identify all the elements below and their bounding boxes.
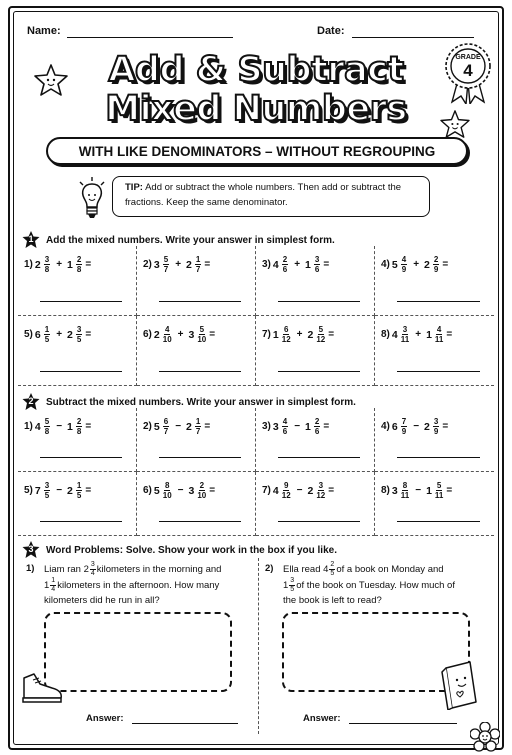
equals-sign: = xyxy=(442,259,449,270)
fraction xyxy=(314,417,320,436)
problem-expression xyxy=(381,325,452,344)
problem-cell xyxy=(137,408,256,472)
fraction xyxy=(44,417,50,436)
fraction xyxy=(163,481,172,500)
fraction-denominator: 9 xyxy=(433,427,439,436)
fraction-numerator: 6 xyxy=(283,325,289,334)
fraction xyxy=(76,325,82,344)
fraction xyxy=(433,255,439,274)
problem-expression xyxy=(262,417,329,436)
fraction xyxy=(163,417,169,436)
fraction-numerator: 3 xyxy=(44,481,50,490)
word-problem-text: kilometers in the morning and xyxy=(96,563,222,575)
fraction xyxy=(50,577,56,594)
equals-sign: = xyxy=(209,485,216,496)
fraction xyxy=(90,561,96,578)
problem-number: 1) xyxy=(24,259,33,270)
whole-number: 3 xyxy=(272,420,279,433)
equals-sign: = xyxy=(323,259,330,270)
fraction-denominator: 5 xyxy=(290,586,295,593)
fraction-denominator: 8 xyxy=(76,427,82,436)
problem-cell xyxy=(375,472,494,536)
fraction xyxy=(195,417,201,436)
fraction-denominator: 6 xyxy=(282,427,288,436)
answer-line[interactable] xyxy=(397,521,480,522)
subtraction-problems-grid xyxy=(18,408,494,536)
problem-cell xyxy=(375,408,494,472)
problem-number: 4) xyxy=(381,259,390,270)
fraction-denominator: 8 xyxy=(76,265,82,274)
tip-text: Add or subtract the whole numbers. Then add or subtract the fractions. Keep the same denominator. xyxy=(125,182,402,208)
whole-number: 1 xyxy=(272,328,279,341)
fraction-denominator: 5 xyxy=(76,335,82,344)
fraction xyxy=(282,417,288,436)
fraction-numerator: 3 xyxy=(44,255,50,264)
fraction xyxy=(44,481,50,500)
operator: + xyxy=(175,259,182,270)
equals-sign: = xyxy=(85,329,92,340)
problem-expression xyxy=(143,417,210,436)
problem-expression xyxy=(24,417,91,436)
operator: − xyxy=(175,421,182,432)
fraction-numerator: 6 xyxy=(163,417,169,426)
fraction-numerator: 2 xyxy=(330,561,335,568)
problem-number: 6) xyxy=(143,329,152,340)
grade-number: 4 xyxy=(463,61,473,80)
fraction xyxy=(282,255,288,274)
whole-number: 1 xyxy=(305,258,311,271)
problem-number: 2) xyxy=(143,421,152,432)
problem-expression xyxy=(24,325,91,344)
answer-line[interactable] xyxy=(278,301,360,302)
fraction-numerator: 5 xyxy=(436,481,442,490)
equals-sign: = xyxy=(85,485,92,496)
fraction-denominator: 5 xyxy=(76,491,82,500)
fraction-denominator: 5 xyxy=(44,335,50,344)
fraction-denominator: 11 xyxy=(434,491,444,500)
whole-number: 1 xyxy=(426,328,432,341)
problem-cell xyxy=(18,246,137,316)
problem-cell xyxy=(375,246,494,316)
problem-cell xyxy=(375,316,494,386)
fraction xyxy=(401,481,409,500)
whole-number: 4 xyxy=(391,328,398,341)
fraction-denominator: 6 xyxy=(314,265,320,274)
fraction-denominator: 8 xyxy=(44,265,50,274)
operator: − xyxy=(294,421,301,432)
fraction-numerator: 1 xyxy=(51,577,56,584)
fraction-numerator: 5 xyxy=(318,325,324,334)
answer-line[interactable] xyxy=(40,521,122,522)
problem-expression xyxy=(262,325,334,344)
equals-sign: = xyxy=(85,259,92,270)
whole-number: 2 xyxy=(307,328,314,341)
fraction xyxy=(76,481,82,500)
operator: − xyxy=(56,485,63,496)
problem-expression xyxy=(24,481,91,500)
word-problem-text: Liam ran 2 xyxy=(44,563,89,575)
fraction xyxy=(435,481,443,500)
section-3-number: 3 xyxy=(28,544,34,554)
whole-number: 2 xyxy=(186,420,192,433)
fraction-numerator: 8 xyxy=(402,481,408,490)
problem-cell xyxy=(137,246,256,316)
problem-number: 6) xyxy=(143,485,152,496)
answer-line[interactable] xyxy=(278,371,360,372)
problem-number: 5) xyxy=(24,329,33,340)
whole-number: 4 xyxy=(272,484,279,497)
problem-cell xyxy=(256,408,375,472)
fraction xyxy=(76,255,82,274)
fraction xyxy=(329,561,335,578)
word-problem-text: Ella read 4 xyxy=(283,563,329,575)
fraction xyxy=(163,325,172,344)
fraction-numerator: 2 xyxy=(76,255,82,264)
happy-book-icon xyxy=(440,660,482,710)
fraction-numerator: 7 xyxy=(401,417,407,426)
problem-expression xyxy=(24,255,91,274)
equals-sign: = xyxy=(323,421,330,432)
problem-number: 5) xyxy=(24,485,33,496)
problem-expression xyxy=(381,255,448,274)
fraction xyxy=(76,417,82,436)
word-problem-text: kilometers did he run in all? xyxy=(44,595,160,606)
answer-line[interactable] xyxy=(40,301,122,302)
answer-line-2[interactable] xyxy=(349,723,457,724)
fraction xyxy=(433,417,439,436)
fraction xyxy=(197,325,206,344)
whole-number: 6 xyxy=(34,328,41,341)
fraction-denominator: 6 xyxy=(282,265,288,274)
problem-cell xyxy=(256,246,375,316)
fraction-numerator: 2 xyxy=(199,481,205,490)
fraction-numerator: 4 xyxy=(164,325,170,334)
date-line[interactable] xyxy=(352,37,474,38)
section-2-title: Subtract the mixed numbers. Write your answer in simplest form. xyxy=(46,396,356,408)
title-line-1: Add & Subtract xyxy=(108,50,404,90)
fraction-numerator: 8 xyxy=(164,481,170,490)
fraction-denominator: 12 xyxy=(281,335,291,344)
fraction-denominator: 12 xyxy=(281,491,291,500)
fraction-denominator: 9 xyxy=(401,265,407,274)
problem-expression xyxy=(143,481,215,500)
word-problem-line xyxy=(44,593,160,609)
answer-line-1[interactable] xyxy=(132,723,238,724)
answer-line[interactable] xyxy=(278,521,360,522)
answer-line[interactable] xyxy=(40,457,122,458)
problem-cell xyxy=(256,472,375,536)
running-shoe-icon xyxy=(20,670,64,704)
fraction xyxy=(435,325,443,344)
whole-number: 2 xyxy=(34,258,41,271)
problem-expression xyxy=(143,325,215,344)
title-line-2: Mixed Numbers xyxy=(105,89,407,129)
operator: + xyxy=(294,259,301,270)
fraction xyxy=(401,325,409,344)
fraction-denominator: 5 xyxy=(330,570,335,577)
answer-line[interactable] xyxy=(397,457,480,458)
whole-number: 3 xyxy=(153,258,160,271)
equals-sign: = xyxy=(328,329,335,340)
fraction-numerator: 5 xyxy=(44,417,50,426)
answer-line[interactable] xyxy=(397,301,480,302)
operator: + xyxy=(296,329,303,340)
fraction-numerator: 2 xyxy=(433,255,439,264)
problem-expression xyxy=(262,255,329,274)
fraction-denominator: 4 xyxy=(90,570,95,577)
fraction-numerator: 5 xyxy=(199,325,205,334)
tip-label: TIP: xyxy=(125,182,143,193)
operator: − xyxy=(177,485,184,496)
fraction-denominator: 4 xyxy=(51,586,56,593)
whole-number: 3 xyxy=(188,328,195,341)
equals-sign: = xyxy=(446,485,453,496)
fraction-numerator: 3 xyxy=(290,577,295,584)
word-problem-line xyxy=(44,577,219,594)
fraction-numerator: 4 xyxy=(401,255,407,264)
whole-number: 1 xyxy=(67,420,73,433)
problem-cell xyxy=(256,316,375,386)
fraction xyxy=(44,255,50,274)
fraction xyxy=(197,481,206,500)
problem-cell xyxy=(137,316,256,386)
operator: − xyxy=(413,421,420,432)
date-label: Date: xyxy=(317,25,345,37)
fraction-numerator: 3 xyxy=(402,325,408,334)
problem-cell xyxy=(18,316,137,386)
fraction-numerator: 3 xyxy=(318,481,324,490)
word-problems-divider xyxy=(258,558,259,734)
whole-number: 5 xyxy=(391,258,398,271)
equals-sign: = xyxy=(85,421,92,432)
fraction-numerator: 2 xyxy=(282,255,288,264)
problem-number: 1) xyxy=(24,421,33,432)
fraction-numerator: 3 xyxy=(90,561,95,568)
fraction xyxy=(316,325,325,344)
fraction-denominator: 7 xyxy=(163,265,169,274)
word-problem-number: 2) xyxy=(265,563,274,574)
whole-number: 1 xyxy=(426,484,432,497)
fraction-denominator: 9 xyxy=(433,265,439,274)
problem-cell xyxy=(137,472,256,536)
name-line[interactable] xyxy=(67,37,233,38)
whole-number: 2 xyxy=(424,258,430,271)
whole-number: 6 xyxy=(391,420,398,433)
fraction-numerator: 2 xyxy=(314,417,320,426)
fraction-denominator: 11 xyxy=(434,335,444,344)
problem-number: 3) xyxy=(262,259,271,270)
fraction-numerator: 3 xyxy=(433,417,439,426)
answer-line[interactable] xyxy=(397,371,480,372)
problem-number: 8) xyxy=(381,329,390,340)
fraction-denominator: 10 xyxy=(197,491,207,500)
equals-sign: = xyxy=(328,485,335,496)
fraction-denominator: 10 xyxy=(162,335,172,344)
whole-number: 2 xyxy=(67,484,73,497)
fraction-denominator: 7 xyxy=(195,265,201,274)
fraction xyxy=(163,255,169,274)
whole-number: 1 xyxy=(305,420,311,433)
fraction-numerator: 4 xyxy=(282,417,288,426)
whole-number: 4 xyxy=(272,258,279,271)
fraction xyxy=(195,255,201,274)
problem-number: 8) xyxy=(381,485,390,496)
fraction-denominator: 7 xyxy=(195,427,201,436)
lightbulb-icon xyxy=(76,176,108,222)
word-problem-text: 1 xyxy=(283,579,289,591)
operator: + xyxy=(56,329,63,340)
fraction-numerator: 1 xyxy=(76,481,82,490)
answer-line[interactable] xyxy=(159,371,241,372)
fraction-denominator: 11 xyxy=(400,491,410,500)
word-problem-line xyxy=(283,577,455,594)
grade-badge xyxy=(444,42,492,104)
answer-line[interactable] xyxy=(159,301,241,302)
fraction-numerator: 9 xyxy=(283,481,289,490)
whole-number: 5 xyxy=(153,420,160,433)
fraction-numerator: 4 xyxy=(436,325,442,334)
problem-number: 2) xyxy=(143,259,152,270)
fraction-denominator: 9 xyxy=(401,427,407,436)
whole-number: 2 xyxy=(67,328,73,341)
fraction-denominator: 10 xyxy=(197,335,207,344)
word-problem-text: of the book on Tuesday. How much of xyxy=(296,579,455,591)
problem-number: 4) xyxy=(381,421,390,432)
whole-number: 3 xyxy=(188,484,195,497)
whole-number: 1 xyxy=(67,258,73,271)
operator: − xyxy=(415,485,422,496)
fraction-denominator: 12 xyxy=(316,335,326,344)
fraction-denominator: 11 xyxy=(400,335,410,344)
whole-number: 5 xyxy=(153,484,160,497)
fraction-numerator: 2 xyxy=(76,417,82,426)
operator: − xyxy=(296,485,303,496)
fraction xyxy=(289,577,295,594)
fraction xyxy=(316,481,325,500)
whole-number: 7 xyxy=(34,484,41,497)
fraction xyxy=(401,255,407,274)
fraction-denominator: 7 xyxy=(163,427,169,436)
fraction xyxy=(282,325,291,344)
answer-line[interactable] xyxy=(40,371,122,372)
section-3-star-icon xyxy=(22,541,40,559)
fraction-numerator: 5 xyxy=(163,255,169,264)
answer-line[interactable] xyxy=(159,457,241,458)
whole-number: 2 xyxy=(153,328,160,341)
fraction-denominator: 8 xyxy=(44,427,50,436)
problem-number: 3) xyxy=(262,421,271,432)
problem-number: 7) xyxy=(262,485,271,496)
fraction-numerator: 3 xyxy=(76,325,82,334)
section-3-heading xyxy=(22,541,337,559)
fraction-numerator: 1 xyxy=(195,417,201,426)
fraction xyxy=(314,255,320,274)
problem-number: 7) xyxy=(262,329,271,340)
answer-label-1: Answer: xyxy=(86,713,124,724)
word-problem-line xyxy=(283,593,382,609)
operator: + xyxy=(415,329,422,340)
equals-sign: = xyxy=(446,329,453,340)
operator: − xyxy=(56,421,63,432)
word-problem-line xyxy=(283,561,444,578)
word-problem-text: of a book on Monday and xyxy=(336,563,444,575)
name-label: Name: xyxy=(27,25,61,37)
whole-number: 2 xyxy=(307,484,314,497)
problem-expression xyxy=(381,417,448,436)
equals-sign: = xyxy=(204,259,211,270)
operator: + xyxy=(56,259,63,270)
fraction-numerator: 3 xyxy=(314,255,320,264)
word-problem-line xyxy=(44,561,221,578)
operator: + xyxy=(177,329,184,340)
word-problem-number: 1) xyxy=(26,563,35,574)
operator: + xyxy=(413,259,420,270)
addition-problems-grid xyxy=(18,246,494,386)
word-problem-text: 1 xyxy=(44,579,50,591)
problem-expression xyxy=(143,255,210,274)
subtitle-banner: WITH LIKE DENOMINATORS – WITHOUT REGROUPING xyxy=(46,137,468,165)
problem-cell xyxy=(18,408,137,472)
tip-box xyxy=(112,176,430,217)
word-problem-text: kilometers in the afternoon. How many xyxy=(57,579,220,591)
answer-line[interactable] xyxy=(159,521,241,522)
equals-sign: = xyxy=(442,421,449,432)
fraction-denominator: 5 xyxy=(44,491,50,500)
whole-number: 2 xyxy=(186,258,192,271)
fraction-numerator: 1 xyxy=(195,255,201,264)
problem-expression xyxy=(381,481,452,500)
fraction xyxy=(44,325,50,344)
work-box-1[interactable] xyxy=(44,612,232,692)
section-1-title: Add the mixed numbers. Write your answer in simplest form. xyxy=(46,234,335,246)
problem-expression xyxy=(262,481,334,500)
grade-label: GRADE xyxy=(455,54,481,61)
flower-icon xyxy=(470,722,500,752)
fraction-denominator: 10 xyxy=(162,491,172,500)
word-problem-text: the book is left to read? xyxy=(283,595,382,606)
section-3-title: Word Problems: Solve. Show your work in the box if you like. xyxy=(46,544,337,556)
fraction-denominator: 12 xyxy=(316,491,326,500)
section-2-number: 2 xyxy=(28,396,34,406)
fraction xyxy=(282,481,291,500)
problem-cell xyxy=(18,472,137,536)
section-1-number: 1 xyxy=(28,234,34,244)
whole-number: 2 xyxy=(424,420,430,433)
answer-line[interactable] xyxy=(278,457,360,458)
fraction xyxy=(401,417,407,436)
equals-sign: = xyxy=(204,421,211,432)
fraction-denominator: 6 xyxy=(314,427,320,436)
answer-label-2: Answer: xyxy=(303,713,341,724)
whole-number: 3 xyxy=(391,484,398,497)
equals-sign: = xyxy=(209,329,216,340)
fraction-numerator: 1 xyxy=(44,325,50,334)
whole-number: 4 xyxy=(34,420,41,433)
